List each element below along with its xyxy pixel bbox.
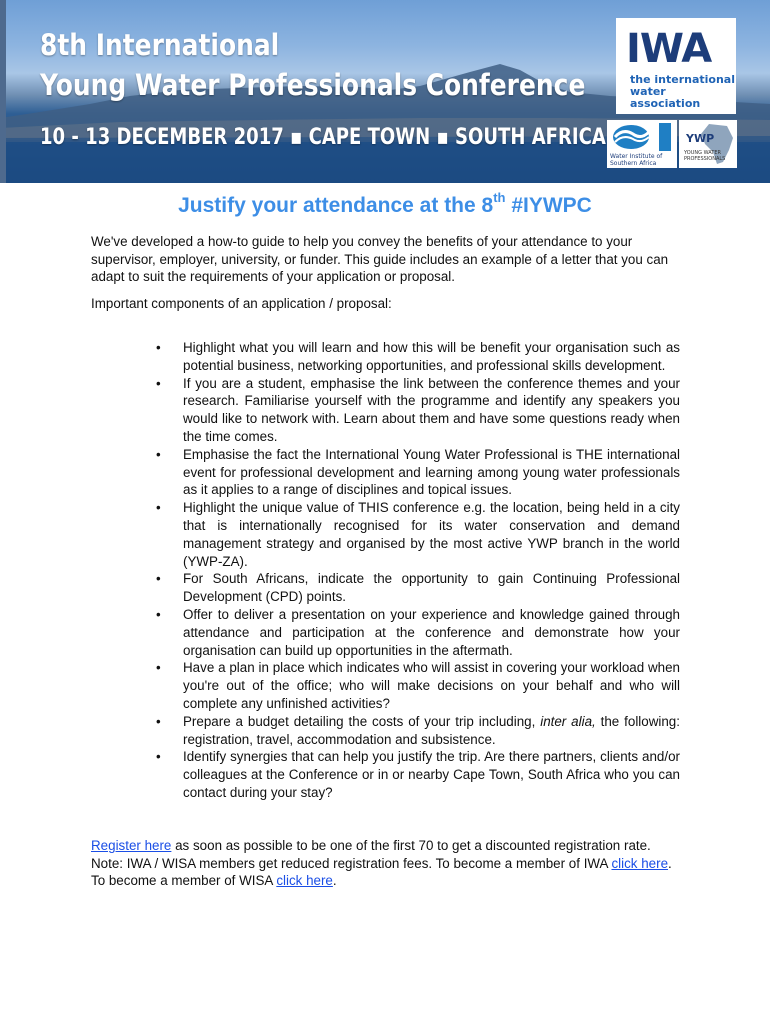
list-item-text: If you are a student, emphasise the link between the conference themes and your research. Familiarise yourself with the programme and identify any speakers you would like to network with. Learn about them and have some questions ready when the time comes. [183, 375, 680, 444]
list-item-text: Have a plan in place which indicates who will assist in covering your workload when you're out of the office; who will make decisions on your behalf and who will complete any unfinished activities? [183, 660, 680, 711]
list-item-text: Identify synergies that can help you justify the trip. Are there partners, clients and/or colleagues at the Conference or in or nearby Cape Town, South Africa who you can contact during your stay? [183, 749, 680, 800]
list-item-text: Highlight what you will learn and how this will be benefit your organisation such as potential business, networking opportunities, and professional skills development. [183, 340, 680, 373]
page-title [0, 192, 770, 218]
register-here-link[interactable]: Register here [91, 838, 172, 853]
wisa-membership-link[interactable]: click here [276, 873, 333, 888]
bullet-icon: • [156, 713, 161, 729]
bullet-icon: • [156, 446, 161, 462]
ywp-logo-subtitle: YOUNG WATER PROFESSIONALS [684, 150, 726, 162]
bullet-icon: • [156, 571, 161, 587]
list-item-text: Offer to deliver a presentation on your experience and knowledge gained through attendance and participation at the conference and demonstrate how your organisation can build up opportunities in the aftermath. [183, 606, 680, 658]
list-item [156, 606, 680, 659]
iwa-logo [616, 18, 736, 114]
bullet-icon: • [156, 375, 161, 391]
list-item [156, 446, 680, 499]
list-item [156, 659, 680, 712]
wisa-membership-text: . To become a member of WISA [91, 855, 672, 888]
list-item-text: Prepare a budget detailing the costs of your trip including, [183, 713, 541, 729]
iwa-logo-text: IWA [626, 26, 712, 72]
intro-paragraph: We've developed a how-to guide to help you convey the benefits of your attendance to your supervisor, employer, university, or funder. This guide includes an example of a letter that you can adapt to suit the requirements of your application or proposal. [91, 234, 669, 284]
list-item-text: Emphasise the fact the International Young Water Professional is THE international event for professional development and learning among young water professionals as it applies to a range of disciplines and topical issues. [183, 446, 680, 498]
list-item [156, 375, 680, 446]
list-item-italic-text: inter alia, [540, 713, 596, 729]
components-list [156, 339, 680, 802]
banner-title-line1: 8th International [40, 28, 280, 62]
list-item-text: the following: registration, travel, accommodation and subsistence. [183, 713, 680, 747]
page-title-hashtag: #IYWPC [505, 194, 592, 217]
list-item [156, 499, 680, 570]
banner-edge-strip [0, 0, 6, 183]
list-item [156, 339, 680, 375]
iwa-logo-subtitle-line2: water association [630, 85, 701, 110]
page-title-main: Justify your attendance at the 8 [178, 194, 494, 217]
list-item [156, 570, 680, 606]
wisa-wave-icon [607, 120, 677, 154]
list-item-text: For South Africans, indicate the opportunity to gain Continuing Professional Development (CPD) points. [183, 571, 680, 605]
wisa-logo [607, 120, 677, 168]
ywp-logo-text: YWP [686, 132, 715, 145]
bullet-icon: • [156, 500, 161, 516]
conference-banner [0, 0, 770, 183]
list-item [156, 748, 680, 801]
components-heading: Important components of an application / proposal: [91, 296, 392, 311]
ywp-logo [679, 120, 737, 168]
iwa-logo-subtitle [630, 74, 736, 110]
registration-paragraph [91, 837, 681, 890]
registration-end-text: . [332, 873, 337, 888]
bullet-icon: • [156, 606, 161, 622]
banner-title-line2: Young Water Professionals Conference [40, 68, 586, 102]
list-item-text: Highlight the unique value of THIS conference e.g. the location, being held in a city that is internationally recognised for its water conservation and demand management strategy and organised by the most active YWP branch in the world (YWP-ZA). [183, 500, 680, 569]
wisa-logo-text: Water Institute of Southern Africa [610, 153, 663, 167]
iwa-logo-subtitle-line1: the international [630, 73, 735, 86]
registration-text: as soon as possible to be one of the first 70 to get a discounted registration rate. Note: IWA / WISA members get reduced registration fees. To become a member of IWA [91, 838, 651, 871]
banner-date-location: 10 - 13 DECEMBER 2017 ▪ CAPE TOWN ▪ SOUTH AFRICA [40, 125, 606, 150]
page-title-superscript: th [493, 190, 506, 205]
list-item [156, 713, 680, 749]
bullet-icon: • [156, 340, 161, 355]
bullet-icon: • [156, 749, 161, 765]
bullet-icon: • [156, 660, 161, 676]
iwa-membership-link[interactable]: click here [611, 855, 669, 871]
